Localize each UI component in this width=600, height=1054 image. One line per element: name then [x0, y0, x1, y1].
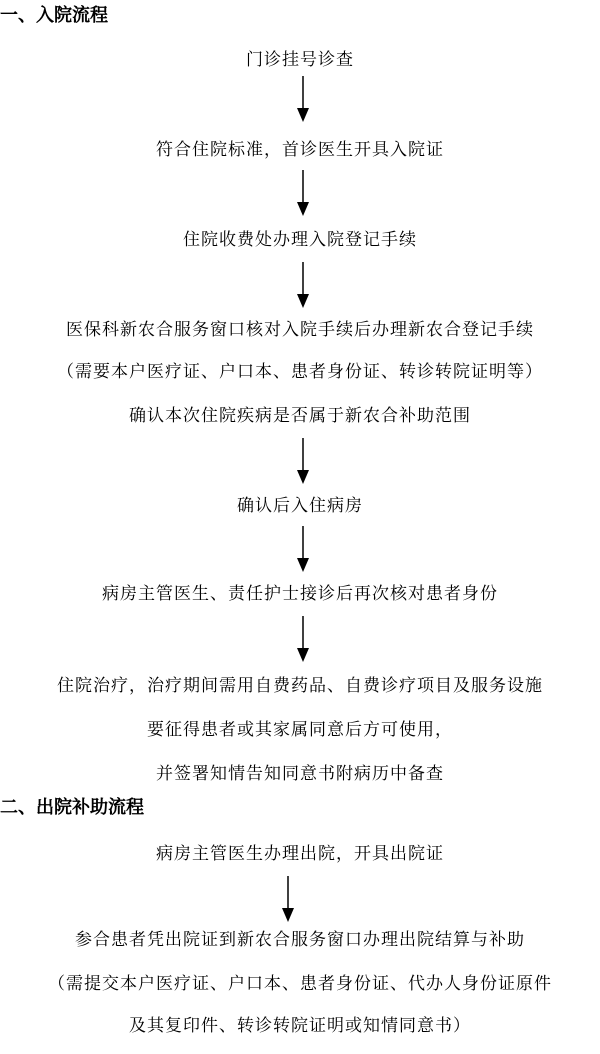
down-arrow-icon	[295, 526, 311, 572]
step-ncms-registration-line-1: 医保科新农合服务窗口核对入院手续后办理新农合登记手续	[66, 320, 534, 340]
section-heading-admission: 一、入院流程	[0, 5, 108, 26]
section-heading-discharge: 二、出院补助流程	[0, 797, 144, 818]
step-identity-verification: 病房主管医生、责任护士接诊后再次核对患者身份	[102, 584, 498, 604]
down-arrow-icon	[295, 262, 311, 308]
step-treatment-line-2: 要征得患者或其家属同意后方可使用，	[147, 720, 453, 740]
step-outpatient-registration: 门诊挂号诊查	[246, 50, 354, 70]
down-arrow-icon	[295, 438, 311, 484]
down-arrow-icon	[295, 170, 311, 216]
step-discharge-certificate: 病房主管医生办理出院，开具出院证	[156, 844, 444, 864]
step-ncms-registration-line-2: （需要本户医疗证、户口本、患者身份证、转诊转院证明等）	[57, 362, 543, 382]
step-admission-registration: 住院收费处办理入院登记手续	[183, 230, 417, 250]
down-arrow-icon	[280, 876, 296, 922]
step-enter-ward: 确认后入住病房	[237, 496, 363, 516]
step-settlement-line-2: （需提交本户医疗证、户口本、患者身份证、代办人身份证原件	[48, 974, 552, 994]
step-treatment-line-3: 并签署知情告知同意书附病历中备查	[156, 764, 444, 784]
step-settlement-line-3: 及其复印件、转诊转院证明或知情同意书）	[129, 1016, 471, 1036]
step-treatment-line-1: 住院治疗，治疗期间需用自费药品、自费诊疗项目及服务设施	[57, 676, 543, 696]
step-ncms-registration-line-3: 确认本次住院疾病是否属于新农合补助范围	[129, 406, 471, 426]
down-arrow-icon	[295, 76, 311, 122]
step-settlement-line-1: 参合患者凭出院证到新农合服务窗口办理出院结算与补助	[75, 930, 525, 950]
down-arrow-icon	[295, 616, 311, 662]
step-admission-certificate: 符合住院标准，首诊医生开具入院证	[156, 140, 444, 160]
